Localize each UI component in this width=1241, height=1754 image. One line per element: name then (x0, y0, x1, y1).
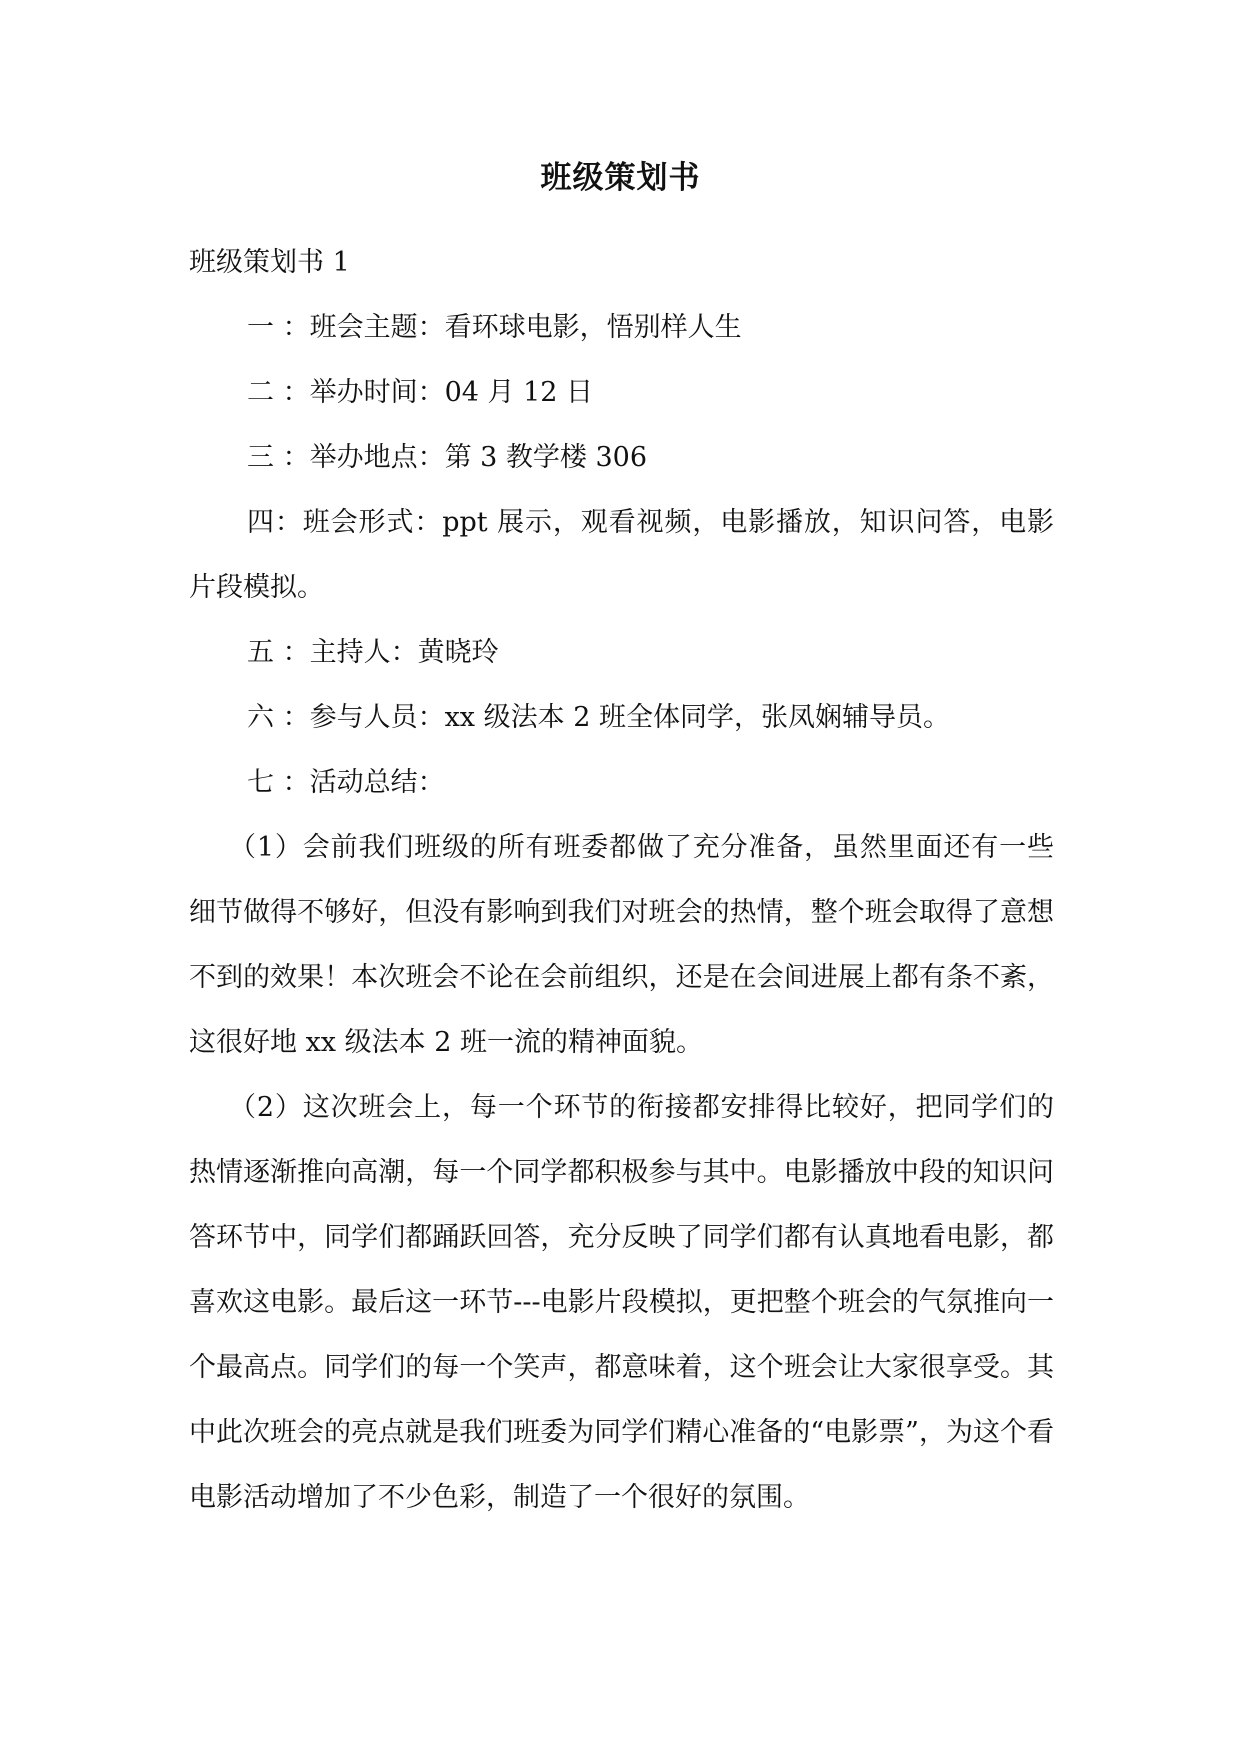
item-location: 三 ：举办地点：第 3 教学楼 306 (247, 442, 648, 473)
summary-paragraph-1: （1）会前我们班级的所有班委都做了充分准备，虽然里面还有一些细节做得不够好，但没有影响到我们对班会的热情，整个班会取得了意想不到的效果！本次班会不论在会前组织，还是在会间进展上都有条不紊，这很好地 xx 级法本 2 班一流的精神面貌。 (189, 832, 1054, 1058)
item-host: 五 ：主持人：黄晓玲 (247, 637, 499, 668)
item-format: 四：班会形式：ppt 展示，观看视频，电影播放，知识问答，电影片段模拟。 (189, 507, 1054, 603)
page-title: 班级策划书 (540, 160, 701, 196)
document-body (189, 230, 1054, 1530)
section-heading: 班级策划书 1 (189, 247, 350, 278)
summary-paragraph-2: （2）这次班会上，每一个环节的衔接都安排得比较好，把同学们的热情逐渐推向高潮，每一个同学都积极参与其中。电影播放中段的知识问答环节中，同学们都踊跃回答，充分反映了同学们都有认真地看电影，都喜欢这电影。最后这一环节---电影片段模拟，更把整个班会的气氛推向一个最高点。同学们的每一个笑声，都意味着，这个班会让大家很享受。其中此次班会的亮点就是我们班委为同学们精心准备的“电影票”，为这个看电影活动增加了不少色彩，制造了一个很好的氛围。 (189, 1092, 1054, 1513)
item-summary-heading: 七 ：活动总结： (247, 767, 445, 798)
item-theme: 一 ：班会主题：看环球电影，悟别样人生 (247, 312, 742, 343)
item-participants: 六 ：参与人员：xx 级法本 2 班全体同学，张凤娴辅导员。 (247, 702, 950, 733)
item-time: 二 ：举办时间：04 月 12 日 (247, 377, 594, 408)
